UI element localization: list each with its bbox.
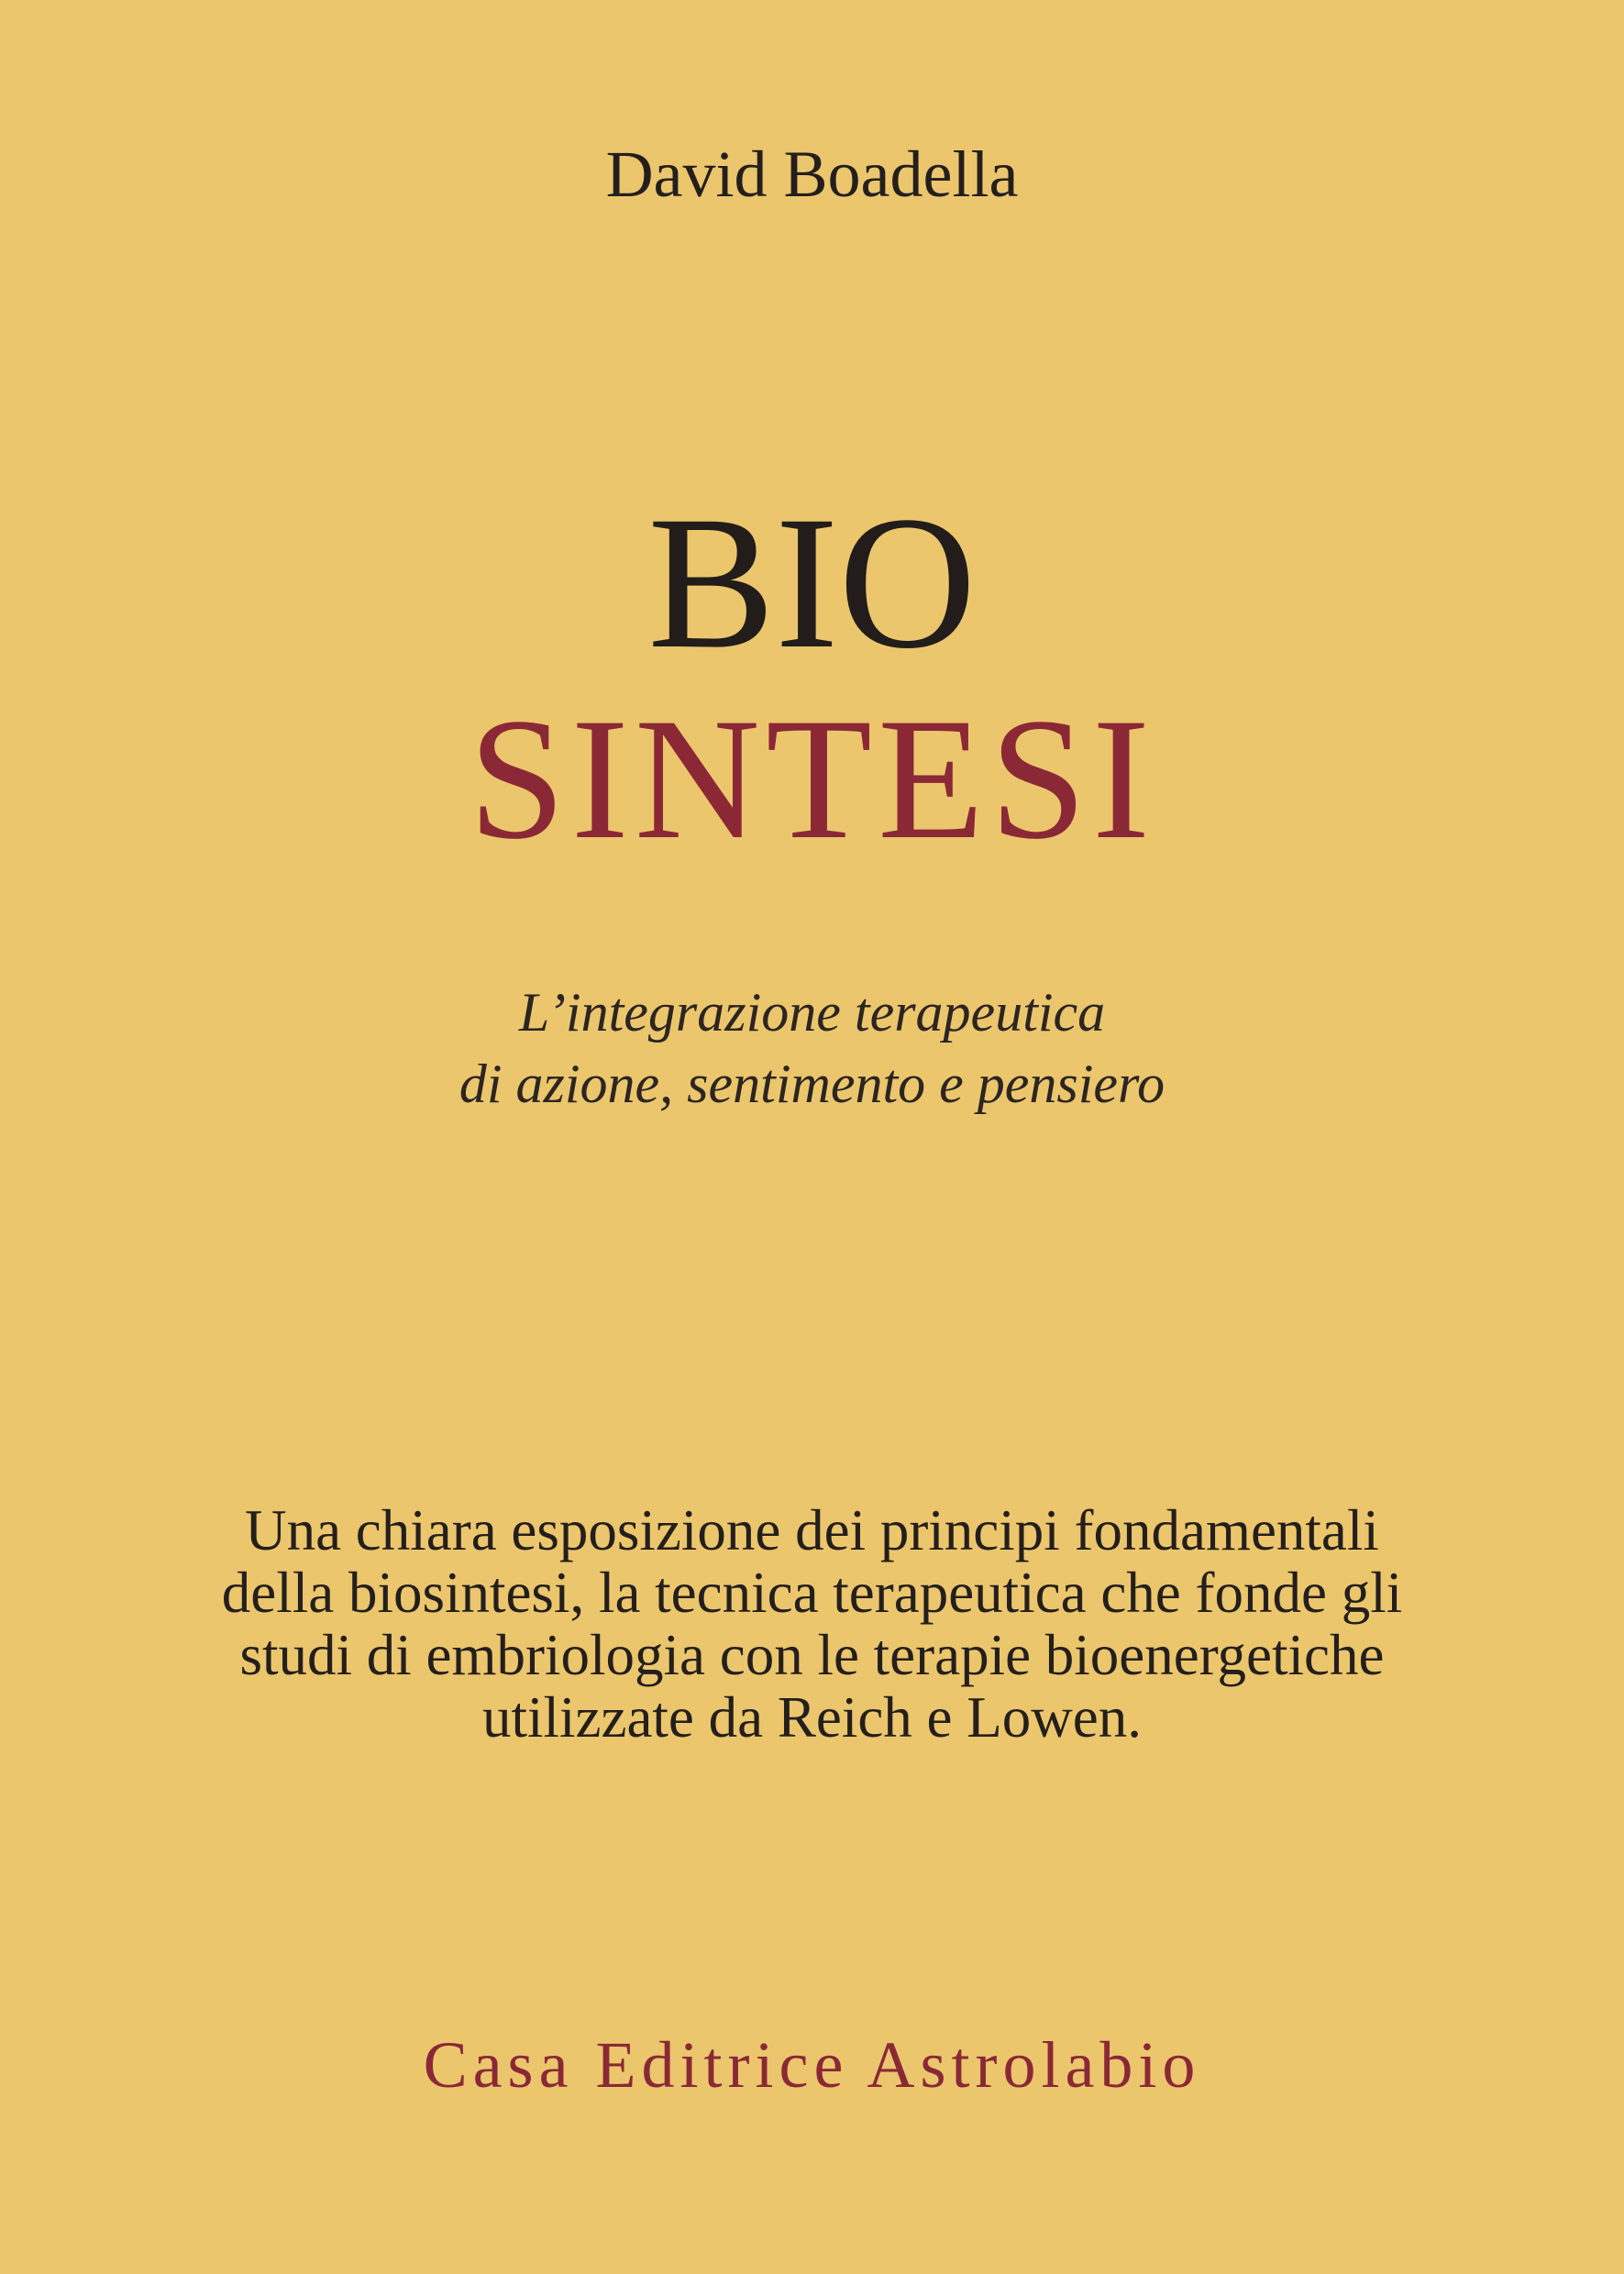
subtitle-line-2: di azione, sentimento e pensiero — [458, 1054, 1166, 1114]
blurb-line-3: studi di embriologia con le terapie bioenergetiche — [239, 1623, 1385, 1687]
title-line-2: SINTESI — [468, 683, 1156, 876]
blurb — [0, 1499, 1624, 1749]
subtitle — [0, 977, 1624, 1120]
publisher-name: Casa Editrice Astrolabio — [423, 2028, 1201, 2102]
subtitle-line-1: L’integrazione terapeutica — [518, 982, 1106, 1043]
title-line-1: BIO — [647, 477, 977, 688]
author-name: David Boadella — [605, 138, 1019, 211]
blurb-line-1: Una chiara esposizione dei principi fondamentali — [245, 1498, 1379, 1562]
blurb-line-4: utilizzate da Reich e Lowen. — [482, 1685, 1142, 1750]
blurb-line-2: della biosintesi, la tecnica terapeutica che fonde gli — [221, 1561, 1403, 1625]
